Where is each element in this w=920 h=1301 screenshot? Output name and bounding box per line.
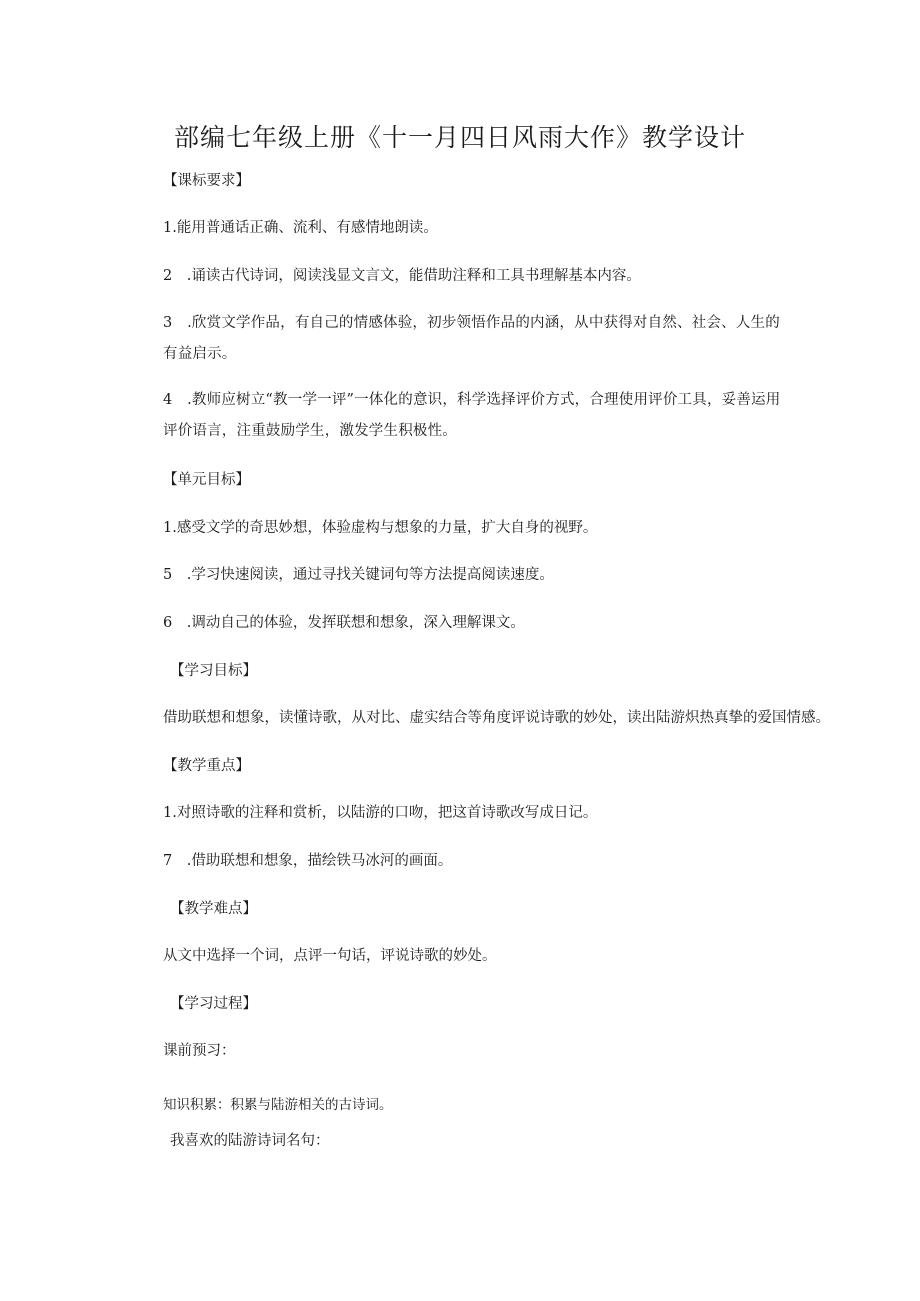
standard-item-2: 2 .诵读古代诗词，阅读浅显文言文，能借助注释和工具书理解基本内容。	[163, 268, 641, 284]
unit-goal-2: 5 .学习快速阅读，通过寻找关键词句等方法提高阅读速度。	[163, 567, 554, 583]
standard-item-4: 4 .教师应树立“教一学一评”一体化的意识，科学选择评价方式，合理使用评价工具，妥善运用评价语言，注重鼓励学生，激发学生积极性。	[163, 392, 781, 439]
heading-key-points: 【教学重点】	[163, 758, 250, 774]
unit-goal-3: 6 .调动自己的体验，发挥联想和想象，深入理解课文。	[163, 615, 525, 631]
heading-curriculum-standards: 【课标要求】	[163, 173, 250, 189]
unit-goal-1: 1.感受文学的奇思妙想，体验虚构与想象的力量，扩大自身的视野。	[163, 520, 598, 536]
difficulty-text: 从文中选择一个词，点评一句话，评说诗歌的妙处。	[163, 948, 497, 964]
heading-difficulties: 【教学难点】	[170, 901, 257, 917]
document-title: 部编七年级上册《十一月四日风雨大作》教学设计	[173, 123, 746, 152]
key-point-1: 1.对照诗歌的注释和赏析，以陆游的口吻，把这首诗歌改写成日记。	[163, 805, 598, 821]
key-point-2: 7 .借助联想和想象，描绘铁马冰河的画面。	[163, 853, 453, 869]
heading-learning-goals: 【学习目标】	[170, 663, 257, 679]
favorite-poem-prompt: 我喜欢的陆游诗词名句：	[170, 1133, 330, 1149]
heading-unit-goals: 【单元目标】	[163, 472, 250, 488]
standard-item-3: 3 .欣赏文学作品，有自己的情感体验，初步领悟作品的内涵，从中获得对自然、社会、人生的有益启示。	[163, 315, 780, 362]
knowledge-accumulation: 知识积累：积累与陆游相关的古诗词。	[163, 1097, 393, 1113]
learning-goal-text: 借助联想和想象，读懂诗歌，从对比、虚实结合等角度评说诗歌的妙处，读出陆游炽热真挚的爱国情感。	[163, 710, 830, 726]
heading-learning-process: 【学习过程】	[170, 996, 257, 1012]
standard-item-1: 1.能用普通话正确、流利、有感情地朗读。	[163, 220, 438, 236]
pre-class-preview: 课前预习：	[163, 1043, 236, 1059]
